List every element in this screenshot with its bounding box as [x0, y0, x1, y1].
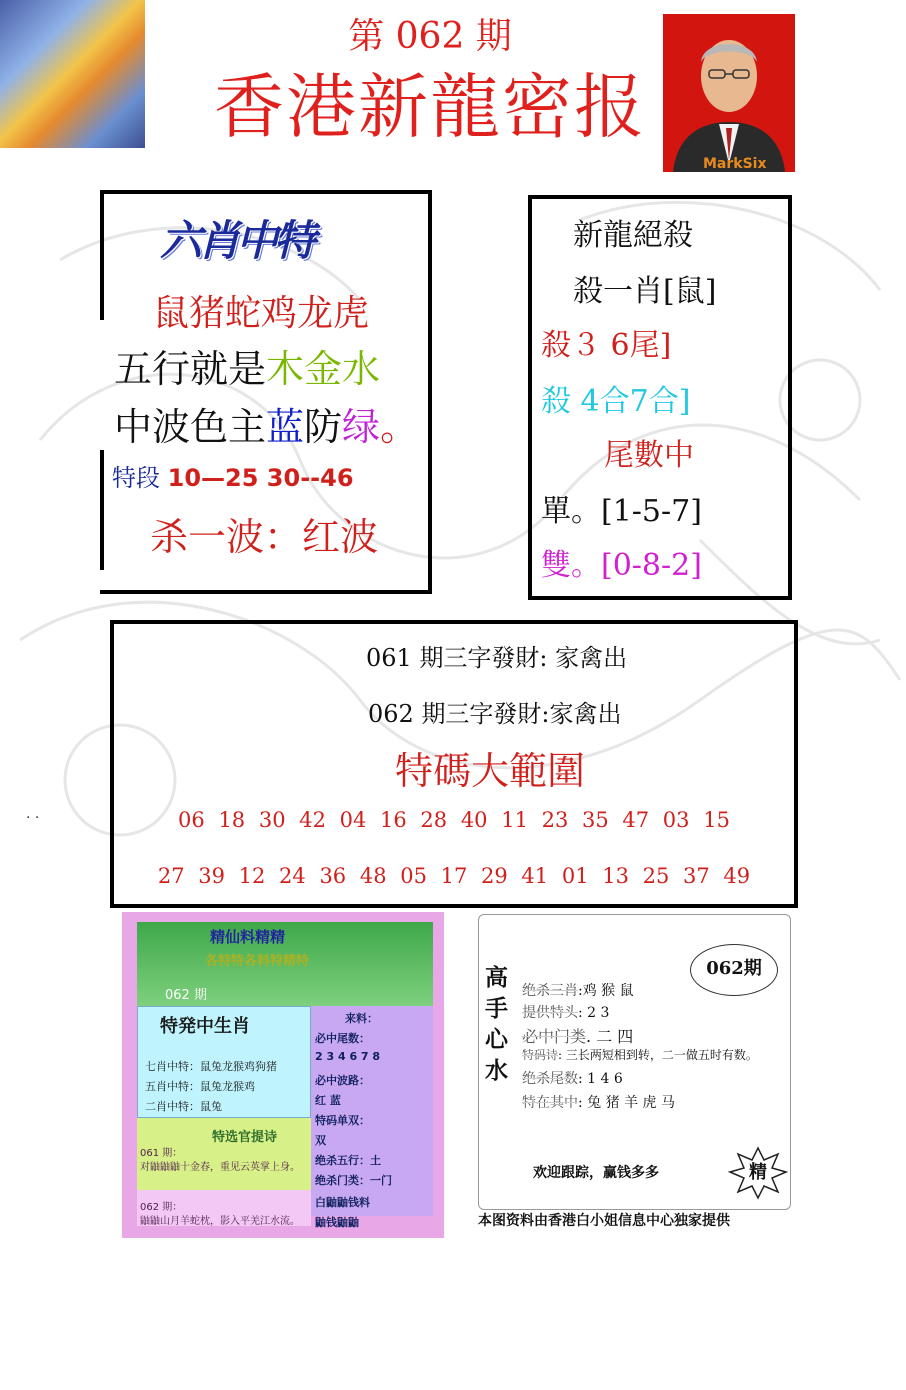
tip-line: 绝杀尾数: 1 4 6 — [522, 1071, 623, 1087]
data-panel-line: 必中尾数： — [315, 1032, 370, 1045]
tip-line: 提供特头: 2 3 — [522, 1005, 610, 1021]
side-dots: . . — [26, 806, 40, 822]
teduan-value: 10—25 30--46 — [167, 464, 354, 492]
special-range-line — [112, 458, 354, 493]
data-panel-line: 鼬钱鼬鼬 — [315, 1216, 359, 1229]
poem-line: 061 期： — [140, 1148, 183, 1159]
data-panel-line: 必中波路： — [315, 1074, 370, 1087]
seven-zodiac-row: 七肖中特：鼠兔龙猴鸡狗猪 — [145, 1060, 277, 1073]
person-figure-icon — [663, 14, 795, 172]
range-title: 特碼大範圍 — [395, 749, 586, 793]
zodiac-list: 鼠猪蛇鸡龙虎 — [153, 293, 370, 334]
vertical-char: 手 — [485, 995, 508, 1022]
right-line-4: 殺 4合7合] — [541, 384, 691, 419]
wuxing-value: 木金水 — [266, 347, 381, 391]
right-line-2: 殺一肖[鼠] — [573, 274, 717, 309]
tip-line: 特码诗: 三长两短相到转，二一做五时有数。 — [522, 1048, 758, 1062]
data-panel-line: 绝杀五行：土 — [315, 1154, 381, 1167]
data-panel-line: 绝杀门类：一门 — [315, 1174, 392, 1187]
right-line-3: 殺３ 6尾] — [541, 328, 672, 363]
data-panel-line: 特码单双： — [315, 1114, 370, 1127]
bose-main: 蓝 — [266, 405, 305, 449]
five-zodiac-row: 五肖中特：鼠兔龙猴鸡 — [145, 1080, 255, 1093]
right-line-6: 單。[1-5-7] — [541, 494, 702, 529]
issue-number: 第 062 期 — [348, 16, 512, 57]
vertical-char: 高 — [485, 964, 508, 991]
vertical-char: 水 — [485, 1057, 508, 1084]
data-panel-line: 红 蓝 — [315, 1094, 341, 1107]
poem-line: 鼬鼬山月羊蛇枕，影入平羌江水流。 — [140, 1216, 300, 1227]
footer-credit: 本图资料由香港白小姐信息中心独家提供 — [478, 1213, 730, 1229]
zodiac-panel-title: 特発中生肖 — [160, 1016, 250, 1037]
bose-dot: 。 — [380, 405, 419, 449]
kill-wave: 杀一波：红波 — [150, 515, 379, 559]
data-panel-line: 白鼬鼬钱料 — [315, 1196, 370, 1209]
tip-line: 特在其中: 兔 猪 羊 虎 马 — [522, 1095, 675, 1111]
data-panel-line: 来料： — [345, 1012, 378, 1025]
prev-issue-line: 061 期三字發財: 家禽出 — [366, 644, 628, 672]
poem-line: 对鼬鼬鼬十金春，重见云英掌上身。 — [140, 1162, 300, 1173]
marksix-logo: MarkSix — [703, 156, 767, 172]
data-panel-line: 2 3 4 6 7 8 — [315, 1050, 381, 1063]
vertical-heading — [485, 962, 511, 1086]
right-line-7: 雙。[0-8-2] — [541, 548, 702, 583]
six-zodiac-heading: 六肖中特 — [160, 216, 313, 265]
tip-line: 绝杀三肖:鸡 猴 鼠 — [522, 983, 634, 999]
issue-cloud: 062期 — [690, 944, 778, 996]
current-issue-line: 062 期三字發財:家禽出 — [368, 700, 622, 728]
wave-color-line — [114, 396, 418, 451]
wuxing-line — [114, 338, 380, 393]
poem-line: 062 期： — [140, 1202, 183, 1213]
wuxing-prefix: 五行就是 — [114, 347, 267, 391]
lower-left-title: 精仙料精精 — [210, 928, 286, 946]
lower-left-subtitle: 各特特各料特精特 — [205, 954, 310, 969]
two-zodiac-row: 二肖中特：鼠兔 — [145, 1100, 222, 1113]
numbers-row-1: 06 18 30 42 04 16 28 40 11 23 35 47 03 15 — [178, 808, 730, 832]
data-panel-line: 双 — [315, 1134, 326, 1147]
right-line-5: 尾數中 — [604, 438, 694, 473]
teduan-label: 特段 — [112, 464, 160, 492]
page-title: 香港新龍密报 — [214, 66, 646, 148]
right-line-1: 新龍絕殺 — [573, 218, 693, 253]
vertical-char: 心 — [485, 1026, 508, 1053]
cartoon-image — [0, 0, 145, 148]
tip-line: 必中门类. 二 四 — [522, 1027, 634, 1046]
poem-panel-title: 特选官提诗 — [212, 1130, 278, 1145]
welcome-text: 欢迎跟踪，赢钱多多 — [533, 1165, 659, 1181]
numbers-row-2: 27 39 12 24 36 48 05 17 29 41 01 13 25 37 49 — [157, 864, 751, 888]
burst-label: 精 — [749, 1162, 767, 1183]
lower-left-issue: 062 期 — [165, 988, 207, 1003]
bose-prefix: 中波色主 — [114, 405, 267, 449]
bose-guard: 绿 — [342, 405, 381, 449]
portrait-photo — [663, 14, 795, 172]
bose-mid: 防 — [304, 405, 343, 449]
